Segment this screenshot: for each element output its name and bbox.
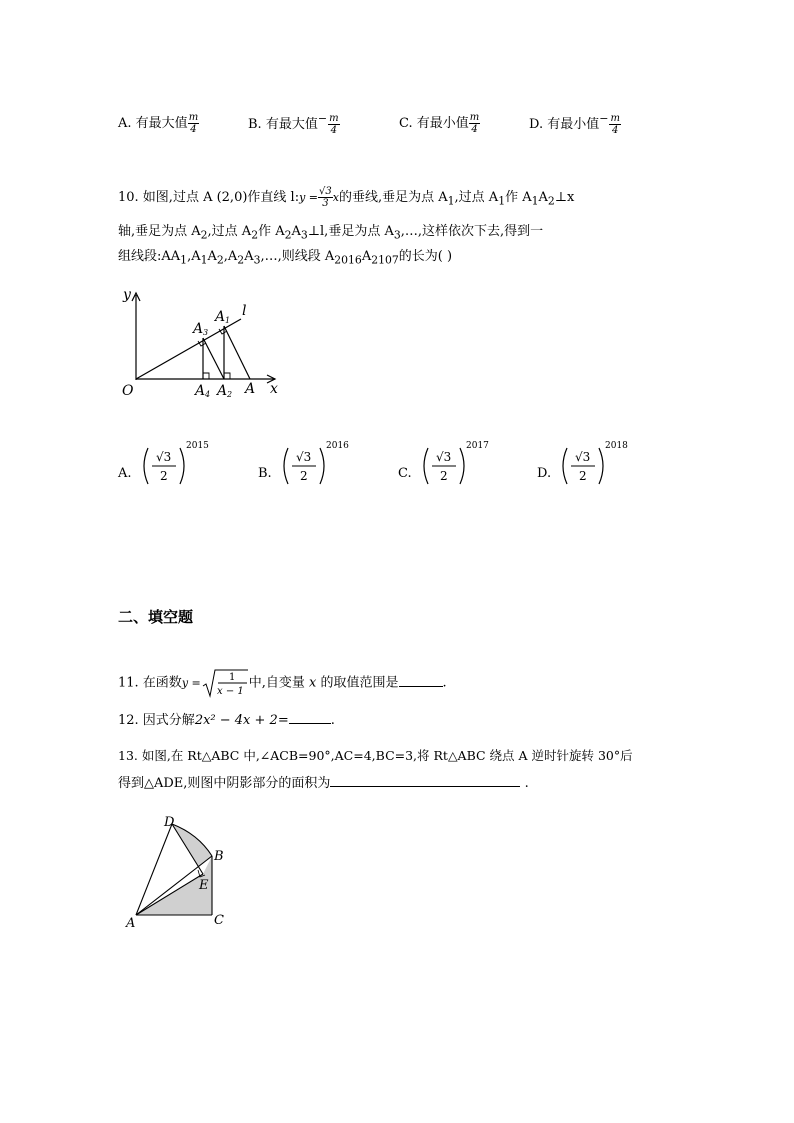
q12: 12. 因式分解2x² − 4x + 2= . [118, 713, 335, 728]
answer-blank[interactable] [330, 785, 520, 787]
q10-option-c: C. √3 2 2017 [398, 440, 484, 488]
right-angle-mark [224, 373, 230, 379]
svg-text:A: A [215, 309, 226, 325]
fraction: $\frac{m}{4}$ [188, 112, 199, 135]
svg-text:A: A [126, 916, 136, 931]
q13-line-1: 13. 如图,在 Rt△ABC 中,∠ACB=90°,AC=4,BC=3,将 Rt△ABC 绕点 A 逆时针旋转 30°后 [118, 748, 633, 763]
svg-text:1: 1 [225, 316, 231, 325]
q9-option-d: D. 有最小值− $\frac{m}{4}$ [529, 112, 620, 136]
q10-option-d: D. √3 2 2018 [537, 440, 623, 488]
svg-text:C: C [214, 913, 224, 928]
svg-text:A: A [217, 383, 228, 399]
paren-fraction [276, 440, 349, 488]
svg-text:D: D [164, 815, 175, 830]
svg-text:x: x [270, 381, 278, 397]
svg-text:2: 2 [579, 469, 587, 483]
svg-text:l: l [242, 303, 247, 319]
equation-fraction: $\frac{√3}{3}$ [319, 186, 332, 209]
svg-text:x − 1: x − 1 [216, 686, 244, 697]
svg-text:√3: √3 [295, 450, 312, 464]
segment-AA1 [224, 326, 250, 379]
svg-text:2: 2 [227, 390, 233, 399]
svg-text:2015: 2015 [185, 441, 209, 451]
svg-text:E: E [199, 878, 209, 893]
q10-line-1: 10. 如图,过点 A (2,0)作直线 l:y = $\frac{√3}{3}$ x的垂线,垂足为点 $A_1$,过点 $A_1$作 $A_1A_2\perp x$ [118, 186, 575, 209]
svg-text:2: 2 [299, 469, 308, 483]
svg-text:1: 1 [228, 672, 236, 683]
answer-blank[interactable] [289, 722, 331, 724]
sqrt-fraction [201, 668, 249, 698]
q9-option-a: A. 有最大值 $\frac{m}{4}$ [118, 112, 199, 135]
paren-fraction [555, 440, 629, 488]
q10-line-2: 轴,垂足为点 $A_2$,过点 $A_2$作 $A_2A_3\perp l$,垂足为点 $A_3,\dots$,这样依次下去,得到一 [118, 224, 544, 242]
svg-text:√3: √3 [575, 450, 591, 464]
fraction: $\frac{m}{4}$ [329, 113, 339, 136]
svg-text:2016: 2016 [325, 441, 349, 451]
q10-line-3: 组线段$:AA_1,A_1A_2,A_2A_3,\dots$,则线段 $A_{2016}A_{2107}$的长为( ) [118, 249, 453, 267]
q11: 11. 在函数y = 1 x − 1 中,自变量 x 的取值范围是 . [118, 668, 447, 698]
svg-text:2018: 2018 [605, 441, 629, 451]
answer-blank[interactable] [399, 685, 443, 687]
svg-text:3: 3 [203, 328, 209, 337]
svg-text:4: 4 [205, 390, 211, 399]
svg-text:√3: √3 [435, 450, 452, 464]
svg-text:2: 2 [159, 469, 168, 483]
right-angle-mark [203, 373, 209, 379]
q9-option-c: C. 有最小值 $\frac{m}{4}$ [399, 112, 480, 135]
q9-option-b: B. 有最大值− $\frac{m}{4}$ [248, 112, 339, 136]
q13-figure [118, 812, 238, 932]
fraction: $\frac{m}{4}$ [469, 112, 480, 135]
q10-figure [115, 285, 295, 405]
svg-text:√3: √3 [155, 450, 171, 464]
svg-text:2: 2 [439, 469, 448, 483]
svg-text:y: y [123, 287, 131, 303]
q13-line-2: 得到△ADE,则图中阴影部分的面积为 . [118, 776, 529, 791]
svg-text:A: A [193, 321, 204, 337]
svg-text:O: O [122, 383, 134, 399]
svg-text:A: A [245, 381, 256, 397]
fraction: $\frac{m}{4}$ [610, 113, 620, 136]
svg-text:A: A [195, 383, 206, 399]
q10-option-b: B. √3 2 2016 [258, 440, 344, 488]
section-title: 二、填空题 [118, 608, 194, 626]
q10-option-a: A. √3 2 2015 [118, 440, 204, 488]
svg-text:B: B [214, 849, 224, 864]
paren-fraction [136, 440, 209, 488]
paren-fraction [416, 440, 489, 488]
svg-text:2017: 2017 [465, 441, 489, 451]
